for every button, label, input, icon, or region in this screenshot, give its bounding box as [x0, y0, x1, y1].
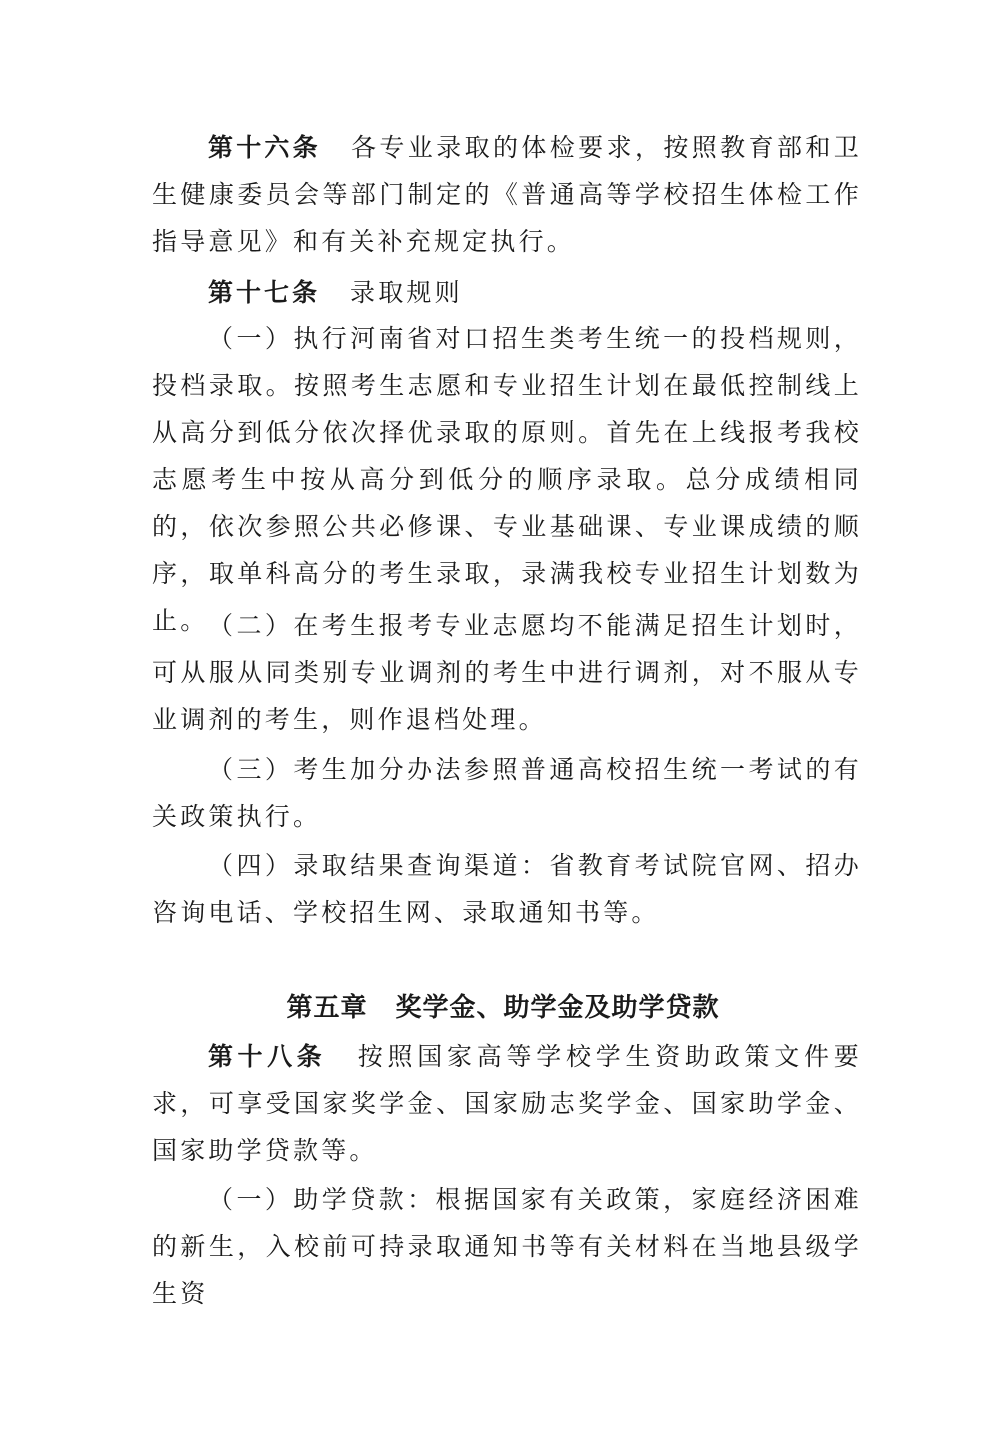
chapter-5-title: 奖学金、助学金及助学贷款 — [395, 993, 720, 1023]
article-18-label: 第十八条 — [208, 1042, 327, 1071]
article-18-item-1: （一）助学贷款：根据国家有关政策，家庭经济困难的新生，入校前可持录取通知书等有关材料在当地县级学生资 — [152, 1185, 862, 1308]
chapter-5-number: 第五章 — [286, 993, 368, 1023]
article-17-paragraph — [152, 269, 862, 316]
chapter-5-heading — [0, 988, 1006, 1028]
article-18-text: 按照国家高等学校学生资助政策文件要求，可享受国家奖学金、国家励志奖学金、国家助学金、国家助学贷款等。 — [152, 1042, 862, 1165]
article-16-paragraph — [152, 124, 862, 265]
article-17-text: 录取规则 — [350, 278, 463, 307]
article-18-paragraph — [152, 1033, 862, 1174]
article-16-text: 各专业录取的体检要求，按照教育部和卫生健康委员会等部门制定的《普通高等学校招生体检工作指导意见》和有关补充规定执行。 — [152, 133, 862, 256]
article-16-label: 第十六条 — [208, 133, 321, 162]
article-17-item-4: （四）录取结果查询渠道：省教育考试院官网、招办咨询电话、学校招生网、录取通知书等。 — [152, 851, 862, 927]
article-17-item-2: （二）在考生报考专业志愿均不能满足招生计划时，可从服从同类别专业调剂的考生中进行调剂，对不服从专业调剂的考生，则作退档处理。 — [152, 611, 862, 734]
article-17-label: 第十七条 — [208, 278, 321, 307]
article-17-item-3: （三）考生加分办法参照普通高校招生统一考试的有关政策执行。 — [152, 755, 862, 831]
article-17-item-1: （一）执行河南省对口招生类考生统一的投档规则，投档录取。按照考生志愿和专业招生计划在最低控制线上从高分到低分依次择优录取的原则。首先在上线报考我校志愿考生中按从高分到低分的顺序录取。总分成绩相同的，依次参照公共必修课、专业基础课、专业课成绩的顺序，取单科高分的考生录取，录满我校专业招生计划数为止。 — [152, 324, 862, 635]
